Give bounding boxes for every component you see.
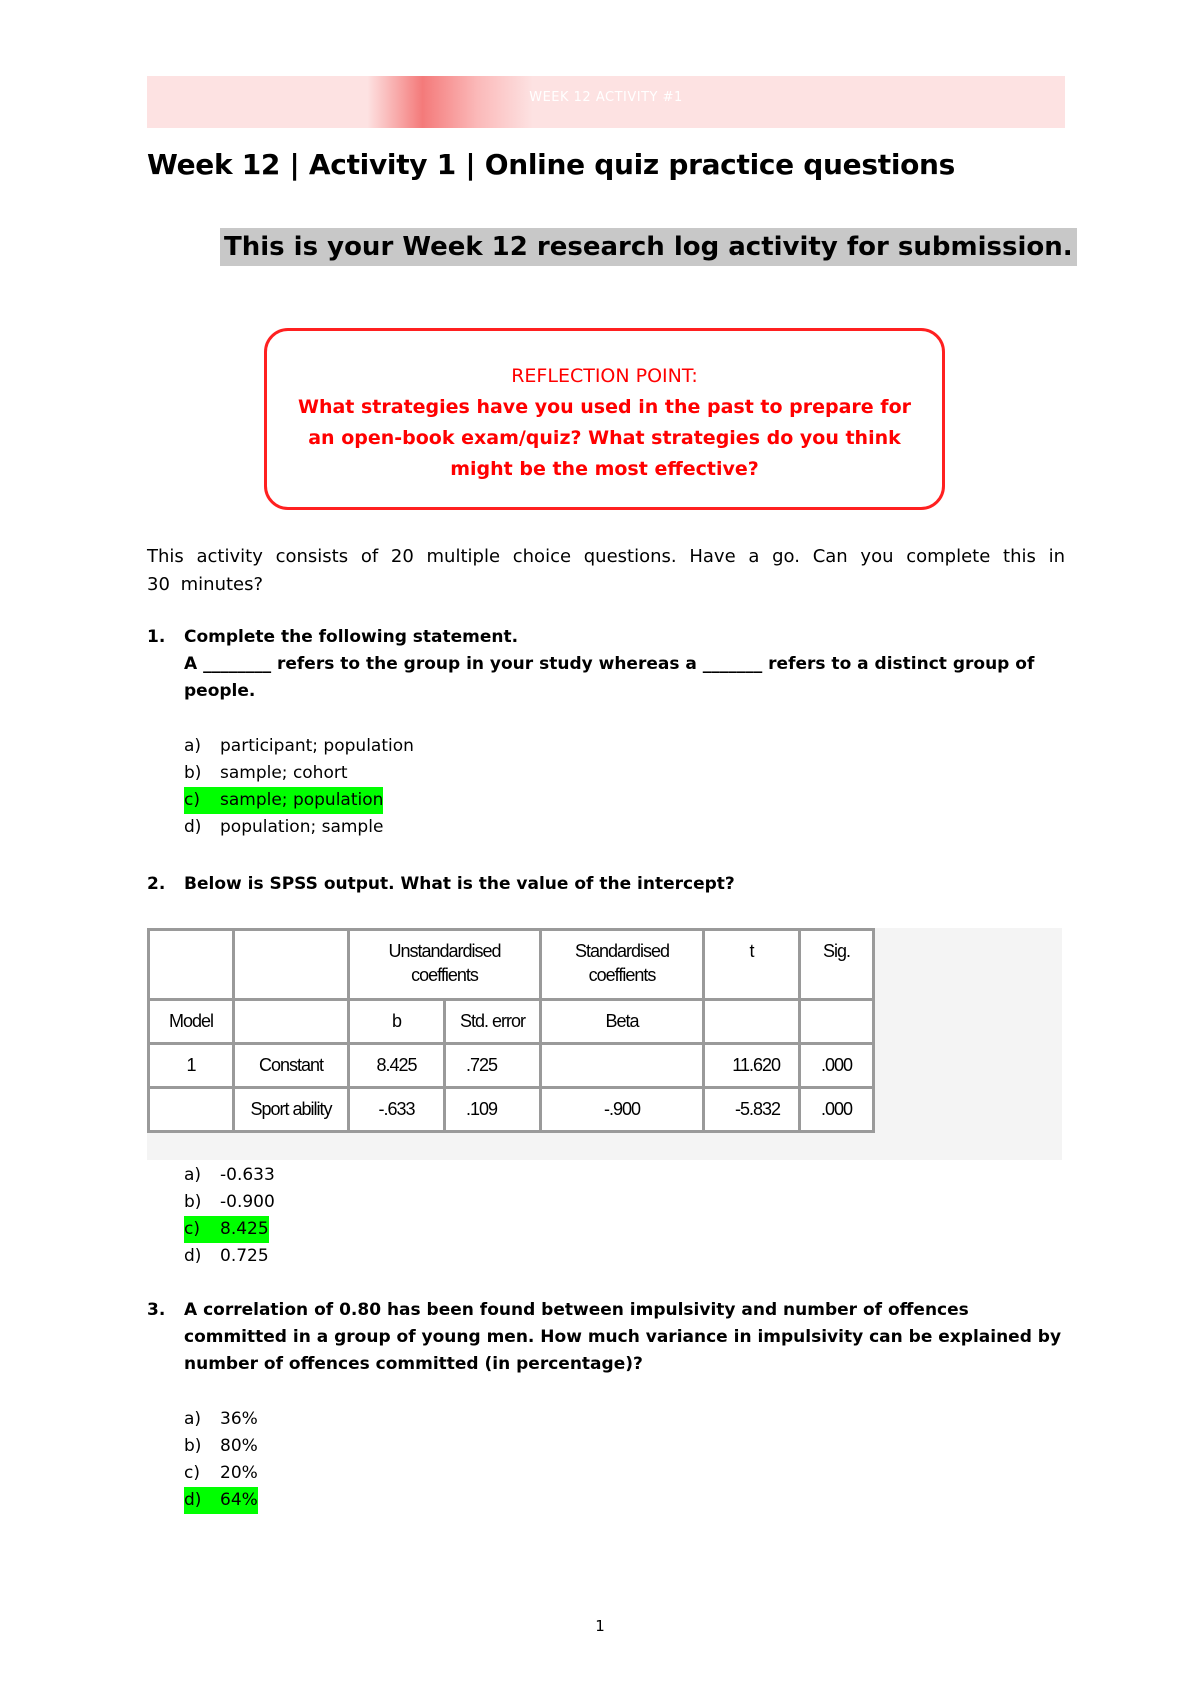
t-cell: -5.832 (704, 1088, 800, 1132)
reflection-body: What strategies have you used in the past to prepare for an open-book exam/quiz? What strategies do you think might be the most effective? (297, 396, 911, 480)
option-1a[interactable]: a) participant; population (184, 736, 414, 756)
question-3-options (184, 1406, 258, 1514)
page-number: 1 (595, 1617, 605, 1635)
question-1-number: 1. (147, 627, 166, 647)
question-3-number: 3. (147, 1300, 166, 1320)
submission-banner: This is your Week 12 research log activity for submission. (220, 228, 1077, 266)
option-2a[interactable]: a) -0.633 (184, 1165, 275, 1185)
table-row (149, 1088, 874, 1132)
table-cell (149, 930, 234, 1000)
option-2d[interactable]: d) 0.725 (184, 1246, 269, 1266)
sig-cell: .000 (800, 1044, 874, 1088)
standardised-header: Standardised coeffients (541, 930, 704, 1000)
option-1b[interactable]: b) sample; cohort (184, 763, 348, 783)
intro-text: This activity consists of 20 multiple choice questions. Have a go. Can you complete this in 30 minutes? (147, 546, 1065, 595)
page-title: Week 12 | Activity 1 | Online quiz practice questions (147, 148, 956, 181)
sig-cell: .000 (800, 1088, 874, 1132)
predictor-cell: Constant (234, 1044, 349, 1088)
option-3d[interactable]: d) 64% (184, 1487, 258, 1514)
beta-cell (541, 1044, 704, 1088)
question-1-line2: A ________ refers to the group in your study whereas a _______ refers to a distinct group of people. (184, 654, 1035, 701)
t-header: t (704, 930, 800, 1000)
option-1c[interactable]: c) sample; population (184, 787, 414, 814)
sig-header: Sig. (800, 930, 874, 1000)
std-error-header: Std. error (445, 1000, 541, 1044)
question-2-number: 2. (147, 874, 166, 894)
model-cell (149, 1088, 234, 1132)
beta-cell: -.900 (541, 1088, 704, 1132)
reflection-title: REFLECTION POINT: (511, 365, 698, 387)
question-1-text (184, 624, 1064, 705)
option-3a[interactable]: a) 36% (184, 1409, 258, 1429)
b-header: b (349, 1000, 445, 1044)
question-1-line1: Complete the following statement. (184, 627, 519, 647)
b-cell: 8.425 (349, 1044, 445, 1088)
option-2b[interactable]: b) -0.900 (184, 1192, 275, 1212)
option-3c[interactable]: c) 20% (184, 1463, 258, 1483)
question-2-text: Below is SPSS output. What is the value of the intercept? (184, 874, 735, 894)
spss-coefficients-table (147, 928, 875, 1133)
header-label: WEEK 12 ACTIVITY #1 (529, 90, 683, 105)
beta-header: Beta (541, 1000, 704, 1044)
table-cell (704, 1000, 800, 1044)
unstandardised-header: Unstandardised coeffients (349, 930, 541, 1000)
table-cell (234, 1000, 349, 1044)
predictor-cell: Sport ability (234, 1088, 349, 1132)
table-cell (234, 930, 349, 1000)
se-cell: .725 (445, 1044, 541, 1088)
table-row (149, 1044, 874, 1088)
option-2c[interactable]: c) 8.425 (184, 1216, 275, 1243)
table-cell (800, 1000, 874, 1044)
question-3-text: A correlation of 0.80 has been found between impulsivity and number of offences committed in a group of young men. How much variance in impulsivity can be explained by number of offences committed (in percentage)? (184, 1300, 1062, 1374)
table-header-row (149, 930, 874, 1000)
model-cell: 1 (149, 1044, 234, 1088)
table-subheader-row (149, 1000, 874, 1044)
t-cell: 11.620 (704, 1044, 800, 1088)
se-cell: .109 (445, 1088, 541, 1132)
header-band (147, 76, 1065, 128)
question-1-options (184, 733, 414, 841)
reflection-box (264, 328, 945, 510)
option-3b[interactable]: b) 80% (184, 1436, 258, 1456)
option-1d[interactable]: d) population; sample (184, 817, 384, 837)
b-cell: -.633 (349, 1088, 445, 1132)
question-2-options (184, 1162, 275, 1270)
model-header: Model (149, 1000, 234, 1044)
